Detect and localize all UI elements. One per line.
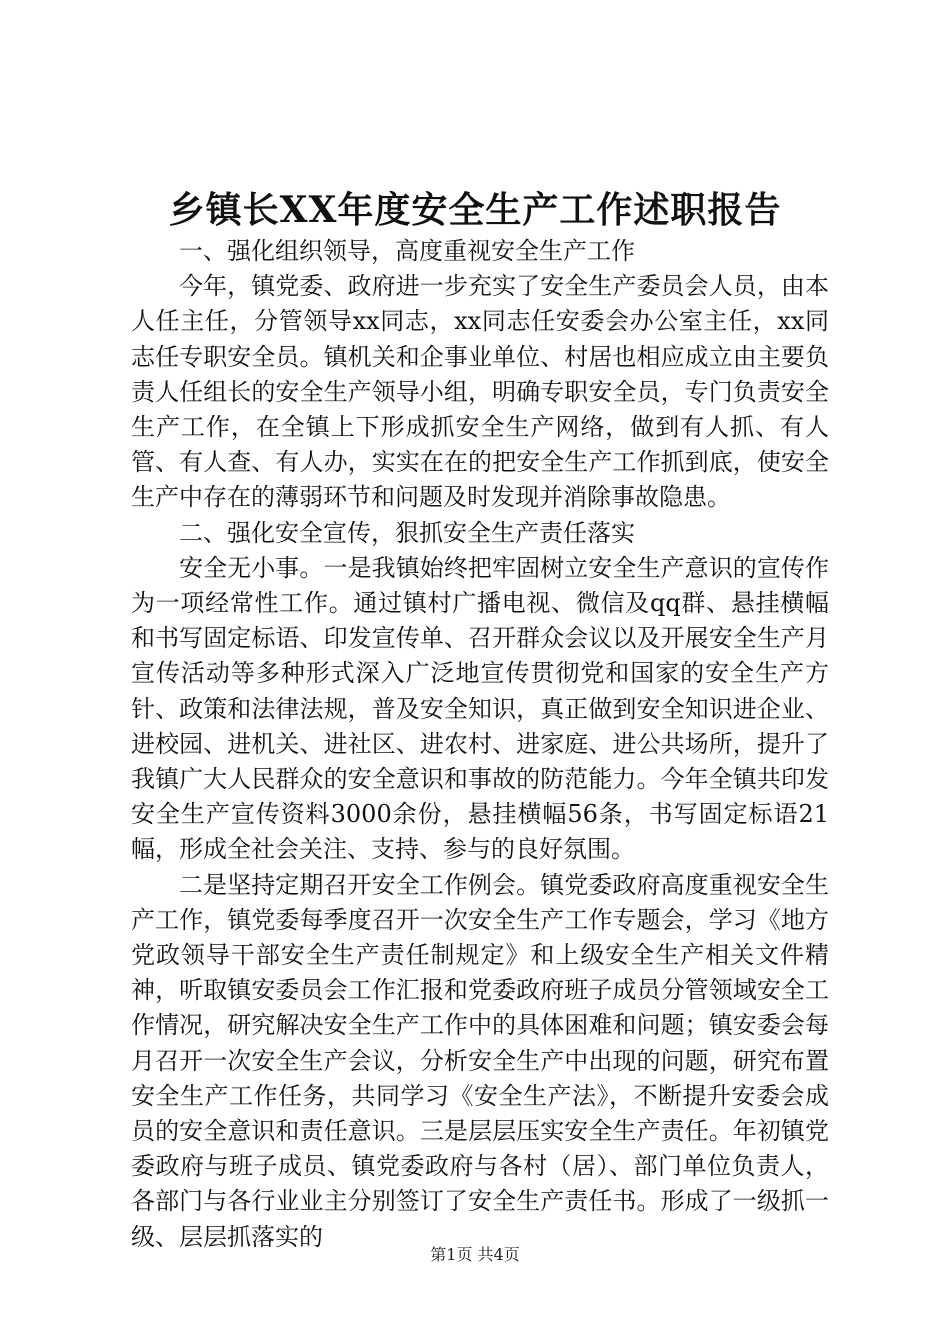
page-number-footer: 第1页 共4页 bbox=[430, 1245, 520, 1264]
section-heading-2: 二、强化安全宣传，狠抓安全生产责任落实 bbox=[179, 518, 635, 547]
paragraph-1: 今年，镇党委、政府进一步充实了安全生产委员会人员，由本人任主任，分管领导xx同志，xx同志任安委会办公室主任，xx同志任专职安全员。镇机关和企事业单位、村居也相应成立由主要负责人任组长的安全生产领导小组，明确专职安全员，专门负责安全生产工作，在全镇上下形成抓安全生产网络，做到有人抓、有人管、有人查、有人办，实实在在的把安全生产工作抓到底，使安全生产中存在的薄弱环节和问题及时发现并消除事故隐患。 bbox=[131, 272, 829, 512]
section-heading-1: 一、强化组织领导，高度重视安全生产工作 bbox=[179, 237, 635, 265]
document-title: 乡镇长XX年度安全生产工作述职报告 bbox=[168, 189, 782, 231]
paragraph-3: 二是坚持定期召开安全工作例会。镇党委政府高度重视安全生产工作，镇党委每季度召开一次安全生产工作专题会，学习《地方党政领导干部安全生产责任制规定》和上级安全生产相关文件精神，听取镇安委员会工作汇报和党委政府班子成员分管领域安全工作情况，研究解决安全生产工作中的具体困难和问题；镇安委会每月召开一次安全生产会议，分析安全生产中出现的问题，研究布置安全生产工作任务，共同学习《安全生产法》，不断提升安委会成员的安全意识和责任意识。三是层层压实安全生产责任。年初镇党委政府与班子成员、镇党委政府与各村（居）、部门单位负责人，各部门与各行业业主分别签订了安全生产责任书。形成了一级抓一级、层层抓落实的 bbox=[131, 870, 829, 1251]
document-body bbox=[131, 234, 829, 1255]
paragraph-2: 安全无小事。一是我镇始终把牢固树立安全生产意识的宣传作为一项经常性工作。通过镇村广播电视、微信及qq群、悬挂横幅和书写固定标语、印发宣传单、召开群众会议以及开展安全生产月宣传活动等多种形式深入广泛地宣传贯彻党和国家的安全生产方针、政策和法律法规，普及安全知识，真正做到安全知识进企业、进校园、进机关、进社区、进农村、进家庭、进公共场所，提升了我镇广大人民群众的安全意识和事故的防范能力。今年全镇共印发安全生产宣传资料3000余份，悬挂横幅56条，书写固定标语21幅，形成全社会关注、支持、参与的良好氛围。 bbox=[131, 553, 829, 864]
